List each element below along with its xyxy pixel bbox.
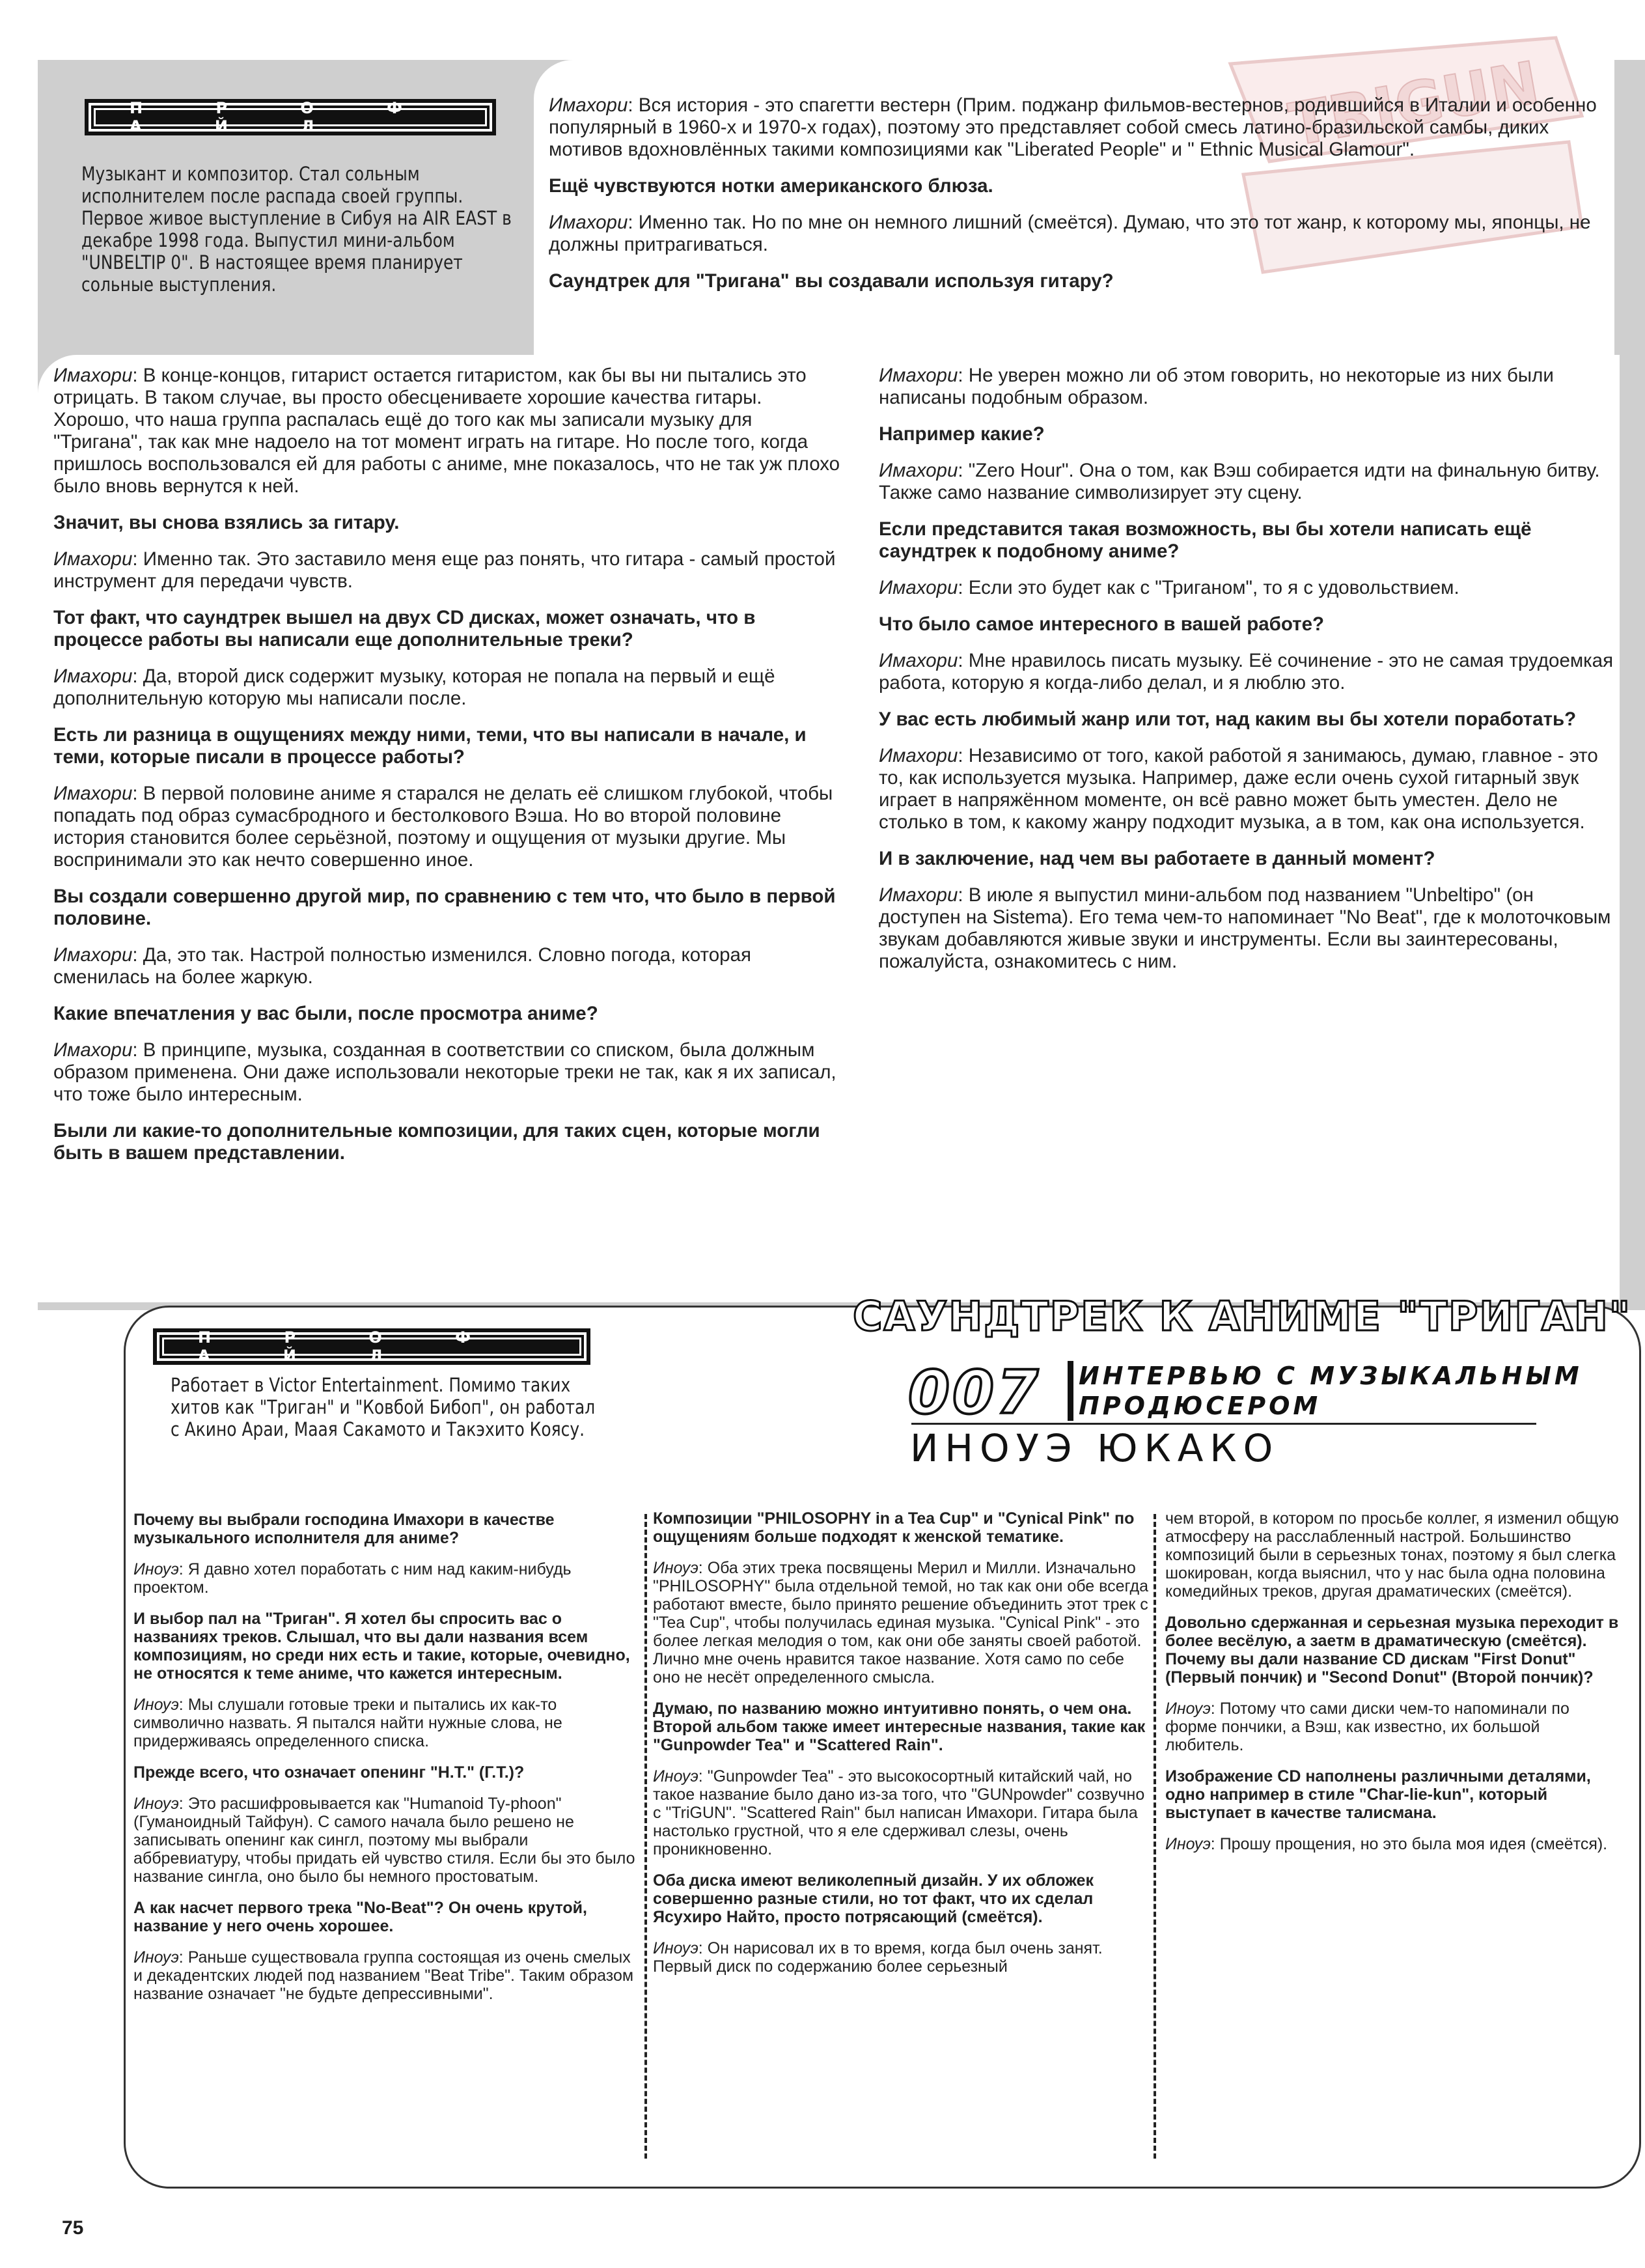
answer-text: чем второй, в котором по просьбе коллег, я изменил общую атмосферу на расслабленный настрой. Большинство композиций были в серьезных тонах, поэтому я был слегка шокирован, когда выяснил, что у нас была одна половина комедийных треков, другая драматических (смеётся). xyxy=(1165,1509,1619,1601)
question: Думаю, по названию можно интуитивно понять, о чем она. Второй альбом также имеет интересные названия, такие как "Gunpowder Tea" и "Scattered Rain". xyxy=(653,1700,1146,1754)
page-number: 75 xyxy=(62,2217,84,2239)
question: Оба диска имеют великолепный дизайн. У их обложек совершенно разные стили, но тот факт, что их сделал Ясухиро Найто, просто потрясающий (смеётся). xyxy=(653,1871,1094,1926)
answer xyxy=(653,1767,1151,1858)
question: Есть ли разница в ощущениях между ними, теми, что вы написали в начале, и теми, которые писали в процессе работы? xyxy=(53,724,807,768)
profile-label: П Р О Ф А Й Л xyxy=(162,1337,581,1356)
answer-text: : Да, это так. Настрой полностью изменился. Словно погода, которая сменилась на более жаркую. xyxy=(53,944,751,988)
answer-text: : Прошу прощения, но это была моя идея (смеётся). xyxy=(1210,1835,1608,1853)
answer xyxy=(879,460,1614,504)
question: Если представится такая возможность, вы бы хотели написать ещё саундтрек к подобному аниме? xyxy=(879,518,1532,562)
answer-text: : "Zero Hour". Она о том, как Вэш собирается идти на финальную битву. Также само название символизирует эту сцену. xyxy=(879,460,1600,503)
answer-text: : В конце-концов, гитарист остается гитаристом, как бы вы ни пытались это отрицать. В таком случае, вы просто обесцениваете хорошие качества гитары. Хорошо, что наша группа распалась ещё до того как мы записали музыку для "Тригана", так как мне надоело на тот момент играть на гитаре. Но после того, когда пришлось воспользовался ей для работы с аниме, мне показалось, что не так уж плохо было вновь вернутся к ней. xyxy=(53,365,840,497)
question: Были ли какие-то дополнительные композиции, для таких сцен, которые могли быть в вашем представлении. xyxy=(53,1120,820,1164)
column-divider-2 xyxy=(1154,1514,1156,2159)
bottom-column-2 xyxy=(653,1509,1151,1989)
article-subtitle xyxy=(1068,1361,1583,1421)
answer xyxy=(53,665,841,710)
answer-text: : Если это будет как с "Триганом", то я с удовольствием. xyxy=(958,577,1459,598)
answer xyxy=(549,212,1610,256)
speaker-name: Иноуэ xyxy=(1165,1835,1211,1853)
answer xyxy=(53,365,841,497)
speaker-name: Имахори xyxy=(549,94,628,116)
speaker-name: Иноуэ xyxy=(1165,1700,1211,1718)
right-interview-column xyxy=(879,365,1614,987)
answer xyxy=(53,783,841,871)
question: Значит, вы снова взялись за гитару. xyxy=(53,512,400,533)
answer xyxy=(53,944,841,988)
answer xyxy=(1165,1835,1621,1853)
left-interview-column xyxy=(53,365,841,1179)
article-title: САУНДТРЕК К АНИМЕ "ТРИГАН" xyxy=(853,1293,1632,1340)
question: Почему вы выбрали господина Имахори в качестве музыкального исполнителя для аниме? xyxy=(133,1511,555,1547)
top-intro-column xyxy=(549,94,1610,307)
answer-text: : Я давно хотел поработать с ним над каким-нибудь проектом. xyxy=(133,1560,572,1597)
answer xyxy=(879,745,1614,833)
answer-text: : "Gunpowder Tea" - это высокосортный китайский чай, но такое название было дано из-за того, что "GUNpowder" созвучно с "TriGUN". "Scattered Rain" был написан Имахори. Гитара была настолько грустной, что я еле сдерживал слезы, очень проникновенно. xyxy=(653,1767,1145,1858)
question: Тот факт, что саундтрек вышел на двух CD дисках, может означать, что в процессе работы вы написали еще дополнительные треки? xyxy=(53,607,756,651)
answer-text: : Мы слушали готовые треки и пытались их как-то символично назвать. Я пытался найти нужные слова, не придерживаясь определенного списка. xyxy=(133,1696,562,1750)
answer xyxy=(653,1939,1151,1976)
question: Например какие? xyxy=(879,423,1045,445)
top-profile-text: Музыкант и композитор. Стал сольным исполнителем после распада своей группы. Первое живое выступление в Сибуя на AIR EAST в декабре 1998 года. Выпустил мини-альбом "UNBELTIP 0". В настоящее время планирует сольные выступления. xyxy=(81,163,512,296)
answer-text: : В первой половине аниме я старался не делать её слишком глубокой, чтобы попадать под образ сумасбродного и бестолкового Вэша. Но во второй половине история становится более серьёзной, поэтому и ощущения от музыки другие. Мы воспринимали это как нечто совершенно иное. xyxy=(53,783,833,871)
answer-text: : Именно так. Но по мне он немного лишний (смеётся). Думаю, что это тот жанр, к которому мы, японцы, не должны притрагиваться. xyxy=(549,212,1591,255)
speaker-name: Имахори xyxy=(879,650,958,671)
profile-label: П Р О Ф А Й Л xyxy=(94,108,487,126)
answer xyxy=(133,1948,638,2003)
question: Саундтрек для "Тригана" вы создавали используя гитару? xyxy=(549,270,1114,292)
article-number: 007 xyxy=(908,1358,1042,1427)
speaker-name: Иноуэ xyxy=(653,1767,698,1785)
answer xyxy=(1165,1700,1621,1754)
answer-text: : Именно так. Это заставило меня еще раз понять, что гитара - самый простой инструмент для передачи чувств. xyxy=(53,548,836,592)
answer xyxy=(133,1560,638,1597)
answer xyxy=(53,1039,841,1106)
answer-text: : Он нарисовал их в то время, когда был очень занят. Первый диск по содержанию более серьезный xyxy=(653,1939,1103,1976)
speaker-name: Имахори xyxy=(879,577,958,598)
speaker-name: Имахори xyxy=(53,944,133,966)
subtitle-line-2: ПРОДЮСЕРОМ xyxy=(1079,1392,1321,1420)
logo-word: TRIGUN xyxy=(1284,48,1544,160)
answer-text: : В принципе, музыка, созданная в соответствии со списком, была должным образом применена. Они даже использовали некоторые треки не так, как я их записал, что тоже было интересным. xyxy=(53,1039,836,1105)
answer xyxy=(653,1559,1151,1687)
speaker-name: Имахори xyxy=(53,1039,133,1061)
answer-text: : Да, второй диск содержит музыку, которая не попала на первый и ещё дополнительную которую мы написали после. xyxy=(53,665,775,709)
question: И в заключение, над чем вы работаете в данный момент? xyxy=(879,848,1435,869)
speaker-name: Иноуэ xyxy=(653,1559,698,1577)
header-rule xyxy=(911,1423,1536,1425)
column-divider-1 xyxy=(644,1514,647,2159)
subtitle-line-1: ИНТЕРВЬЮ С МУЗЫКАЛЬНЫМ xyxy=(1079,1362,1583,1390)
answer-text: : Оба этих трека посвящены Мерил и Милли. Изначально "PHILOSOPHY" была отдельной темой, но так как они обе всегда работают вместе, было принято решение объединить этот трек с "Tea Cup", чтобы получилась единая музыка. "Cynical Pink" - это более легкая мелодия о том, как они обе заняты своей работой. Лично мне очень нравится такое название. Хотя само по себе оно не несёт определенного смысла. xyxy=(653,1559,1149,1687)
answer xyxy=(879,650,1614,694)
speaker-name: Имахори xyxy=(879,460,958,481)
answer-text: : Раньше существовала группа состоящая из очень смелых и декадентских людей под названием "Beat Tribe". Таким образом название означает "не будьте депрессивными". xyxy=(133,1948,634,2003)
answer-text: : Независимо от того, какой работой я занимаюсь, думаю, главное - это то, как используется музыка. Например, даже если очень сухой гитарный звук играет в напряжённом моменте, он всё равно может быть уместен. Дело не столько в том, к какому жанру подходит музыка, а в том, как она используется. xyxy=(879,745,1598,833)
answer xyxy=(879,884,1614,973)
speaker-name: Иноуэ xyxy=(133,1696,179,1714)
question: Вы создали совершенно другой мир, по сравнению с тем что, что было в первой половине. xyxy=(53,886,836,929)
bottom-column-1 xyxy=(133,1511,638,2016)
speaker-name: Иноуэ xyxy=(133,1795,179,1813)
speaker-name: Имахори xyxy=(879,745,958,766)
bottom-column-3 xyxy=(1165,1509,1621,1866)
speaker-name: Имахори xyxy=(53,783,133,804)
speaker-name: Имахори xyxy=(53,365,133,386)
speaker-name: Иноуэ xyxy=(133,1560,179,1578)
speaker-name: Иноуэ xyxy=(653,1939,698,1957)
question: Довольно сдержанная и серьезная музыка переходит в более весёлую, а заетм в драматическую (смеётся). Почему вы дали название CD дискам "First Donut" (Первый пончик) и "Second Donut" (Второй пончик)? xyxy=(1165,1614,1619,1687)
question: И выбор пал на "Триган". Я хотел бы спросить вас о названиях треков. Слышал, что вы дали названия всем композициям, но среди них есть и такие, которые, очевидно, не относятся к теме аниме, что кажется интересным. xyxy=(133,1610,630,1683)
answer-text: : Потому что сами диски чем-то напоминали по форме пончики, а Вэш, как известно, их большой любитель. xyxy=(1165,1700,1569,1754)
answer xyxy=(1165,1509,1621,1601)
speaker-name: Имахори xyxy=(549,212,628,233)
speaker-name: Имахори xyxy=(53,665,133,687)
top-profile-tag xyxy=(85,99,496,135)
interviewee-name: ИНОУЭ ЮКАКО xyxy=(910,1426,1280,1470)
answer-text: : Это расшифровывается как "Humanoid Ty-phoon"(Гуманоидный Тайфун). С самого начала было решено не записывать опенинг как сингл, поэтому мы выбрали аббревиатуру, чтобы придать ей чувство стиля. Если бы это было название сингла, оно было бы немного простоватым. xyxy=(133,1795,635,1886)
question: Что было самое интересного в вашей работе? xyxy=(879,613,1325,635)
question: Изображение CD наполнены различными деталями, одно например в стиле "Char-lie-kun", который выступает в качестве талисмана. xyxy=(1165,1767,1591,1822)
question: А как насчет первого трека "No-Beat"? Он очень крутой, название у него очень хорошее. xyxy=(133,1899,587,1935)
speaker-name: Имахори xyxy=(879,884,958,906)
answer xyxy=(549,94,1610,161)
answer xyxy=(53,548,841,593)
question: Прежде всего, что означает опенинг "H.T." (Г.Т.)? xyxy=(133,1763,525,1782)
answer xyxy=(879,365,1614,409)
answer xyxy=(879,577,1614,599)
question: У вас есть любимый жанр или тот, над каким вы бы хотели поработать? xyxy=(879,708,1577,730)
question: Ещё чувствуются нотки американского блюза. xyxy=(549,175,993,197)
question: Композиции "PHILOSOPHY in a Tea Cup" и "Cynical Pink" по ощущениям больше подходят к женской тематике. xyxy=(653,1509,1135,1546)
answer-text: : Не уверен можно ли об этом говорить, но некоторые из них были написаны подобным образом. xyxy=(879,365,1554,408)
answer-text: : В июле я выпустил мини-альбом под названием "Unbeltipo" (он доступен на Sistema). Его тема чем-то напоминает "No Beat", где к молоточковым звукам добавляются живые звуки и инструменты. Если вы заинтересованы, пожалуйста, ознакомитесь с ним. xyxy=(879,884,1611,972)
question: Какие впечатления у вас были, после просмотра аниме? xyxy=(53,1003,598,1024)
speaker-name: Имахори xyxy=(879,365,958,386)
speaker-name: Имахори xyxy=(53,548,133,570)
speaker-name: Иноуэ xyxy=(133,1948,179,1967)
answer-text: : Вся история - это спагетти вестерн (Прим. поджанр фильмов-вестернов, родившийся в Италии и особенно популярный в 1960-х и 1970-х годах), поэтому это представляет собой смесь латино-бразильской самбы, диких мотивов вдохновлённых такими композициями как "Liberated People" и " Ethnic Musical Glamour". xyxy=(549,94,1597,160)
bottom-profile-tag xyxy=(153,1328,590,1365)
answer xyxy=(133,1795,638,1886)
answer-text: : Мне нравилось писать музыку. Её сочинение - это не самая трудоемкая работа, которую я когда-либо делал, и я люблю это. xyxy=(879,650,1614,693)
answer xyxy=(133,1696,638,1750)
bottom-profile-text: Работает в Victor Entertainment. Помимо таких хитов как "Триган" и "Ковбой Бибоп", он работал с Акино Араи, Маая Сакамото и Такэхито Коясу. xyxy=(171,1374,596,1440)
